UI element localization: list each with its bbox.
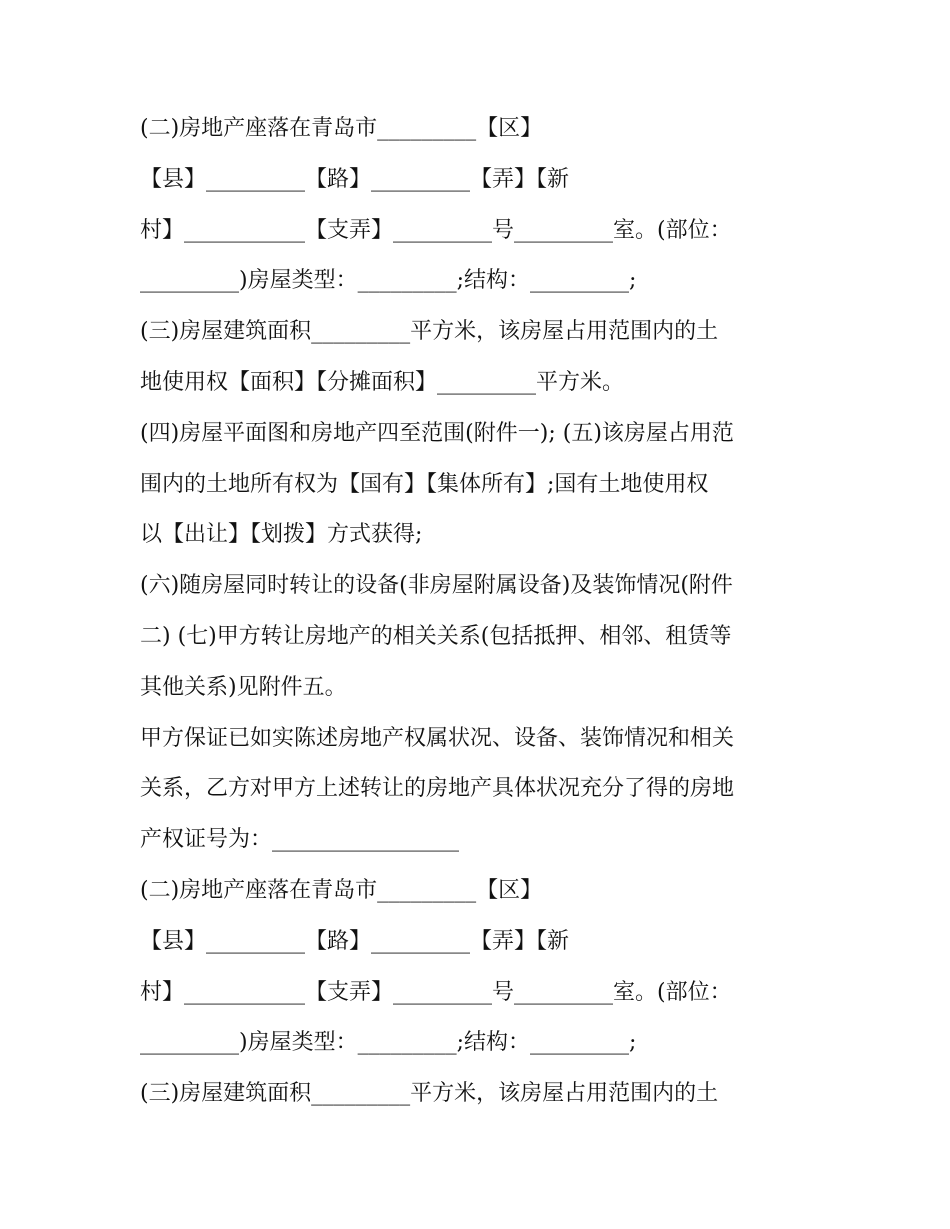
text-line: 【县】_________【路】_________【弄】【新	[140, 166, 570, 192]
text-line: 地使用权【面积】【分摊面积】_________平方米。	[140, 369, 625, 395]
text-line: (三)房屋建筑面积_________平方米，该房屋占用范围内的土	[140, 319, 719, 345]
text-line: 以【出让】【划拨】方式获得;	[140, 522, 423, 548]
text-line: (二)房地产座落在青岛市_________【区】	[140, 877, 543, 903]
text-line: (二)房地产座落在青岛市_________【区】	[140, 116, 543, 141]
text-line: _________)房屋类型：_________;结构：_________;	[140, 268, 637, 294]
text-line: _________)房屋类型：_________;结构：_________;	[140, 1030, 637, 1056]
text-line: (六)随房屋同时转让的设备(非房屋附属设备)及装饰情况(附件	[140, 573, 733, 599]
text-line: 其他关系)见附件五。	[140, 674, 347, 700]
text-line: 产权证号为：_________________	[140, 827, 460, 853]
text-line: 甲方保证已如实陈述房地产权属状况、设备、装饰情况和相关	[140, 725, 735, 751]
text-line: (四)房屋平面图和房地产四至范围(附件一); (五)该房屋占用范	[140, 420, 734, 446]
text-line: (三)房屋建筑面积_________平方米，该房屋占用范围内的土	[140, 1081, 719, 1107]
text-line: 村】___________【支弄】_________号_________室。(部位：	[140, 217, 732, 243]
text-line: 村】___________【支弄】_________号_________室。(部位：	[140, 979, 732, 1005]
text-line: 二) (七)甲方转让房地产的相关关系(包括抵押、相邻、租赁等	[140, 623, 732, 649]
text-line: 【县】_________【路】_________【弄】【新	[140, 928, 570, 954]
text-line: 关系，乙方对甲方上述转让的房地产具体状况充分了得的房地	[140, 776, 735, 802]
text-line: 围内的土地所有权为【国有】【集体所有】;国有土地使用权	[140, 471, 709, 497]
document-body	[140, 104, 820, 1120]
